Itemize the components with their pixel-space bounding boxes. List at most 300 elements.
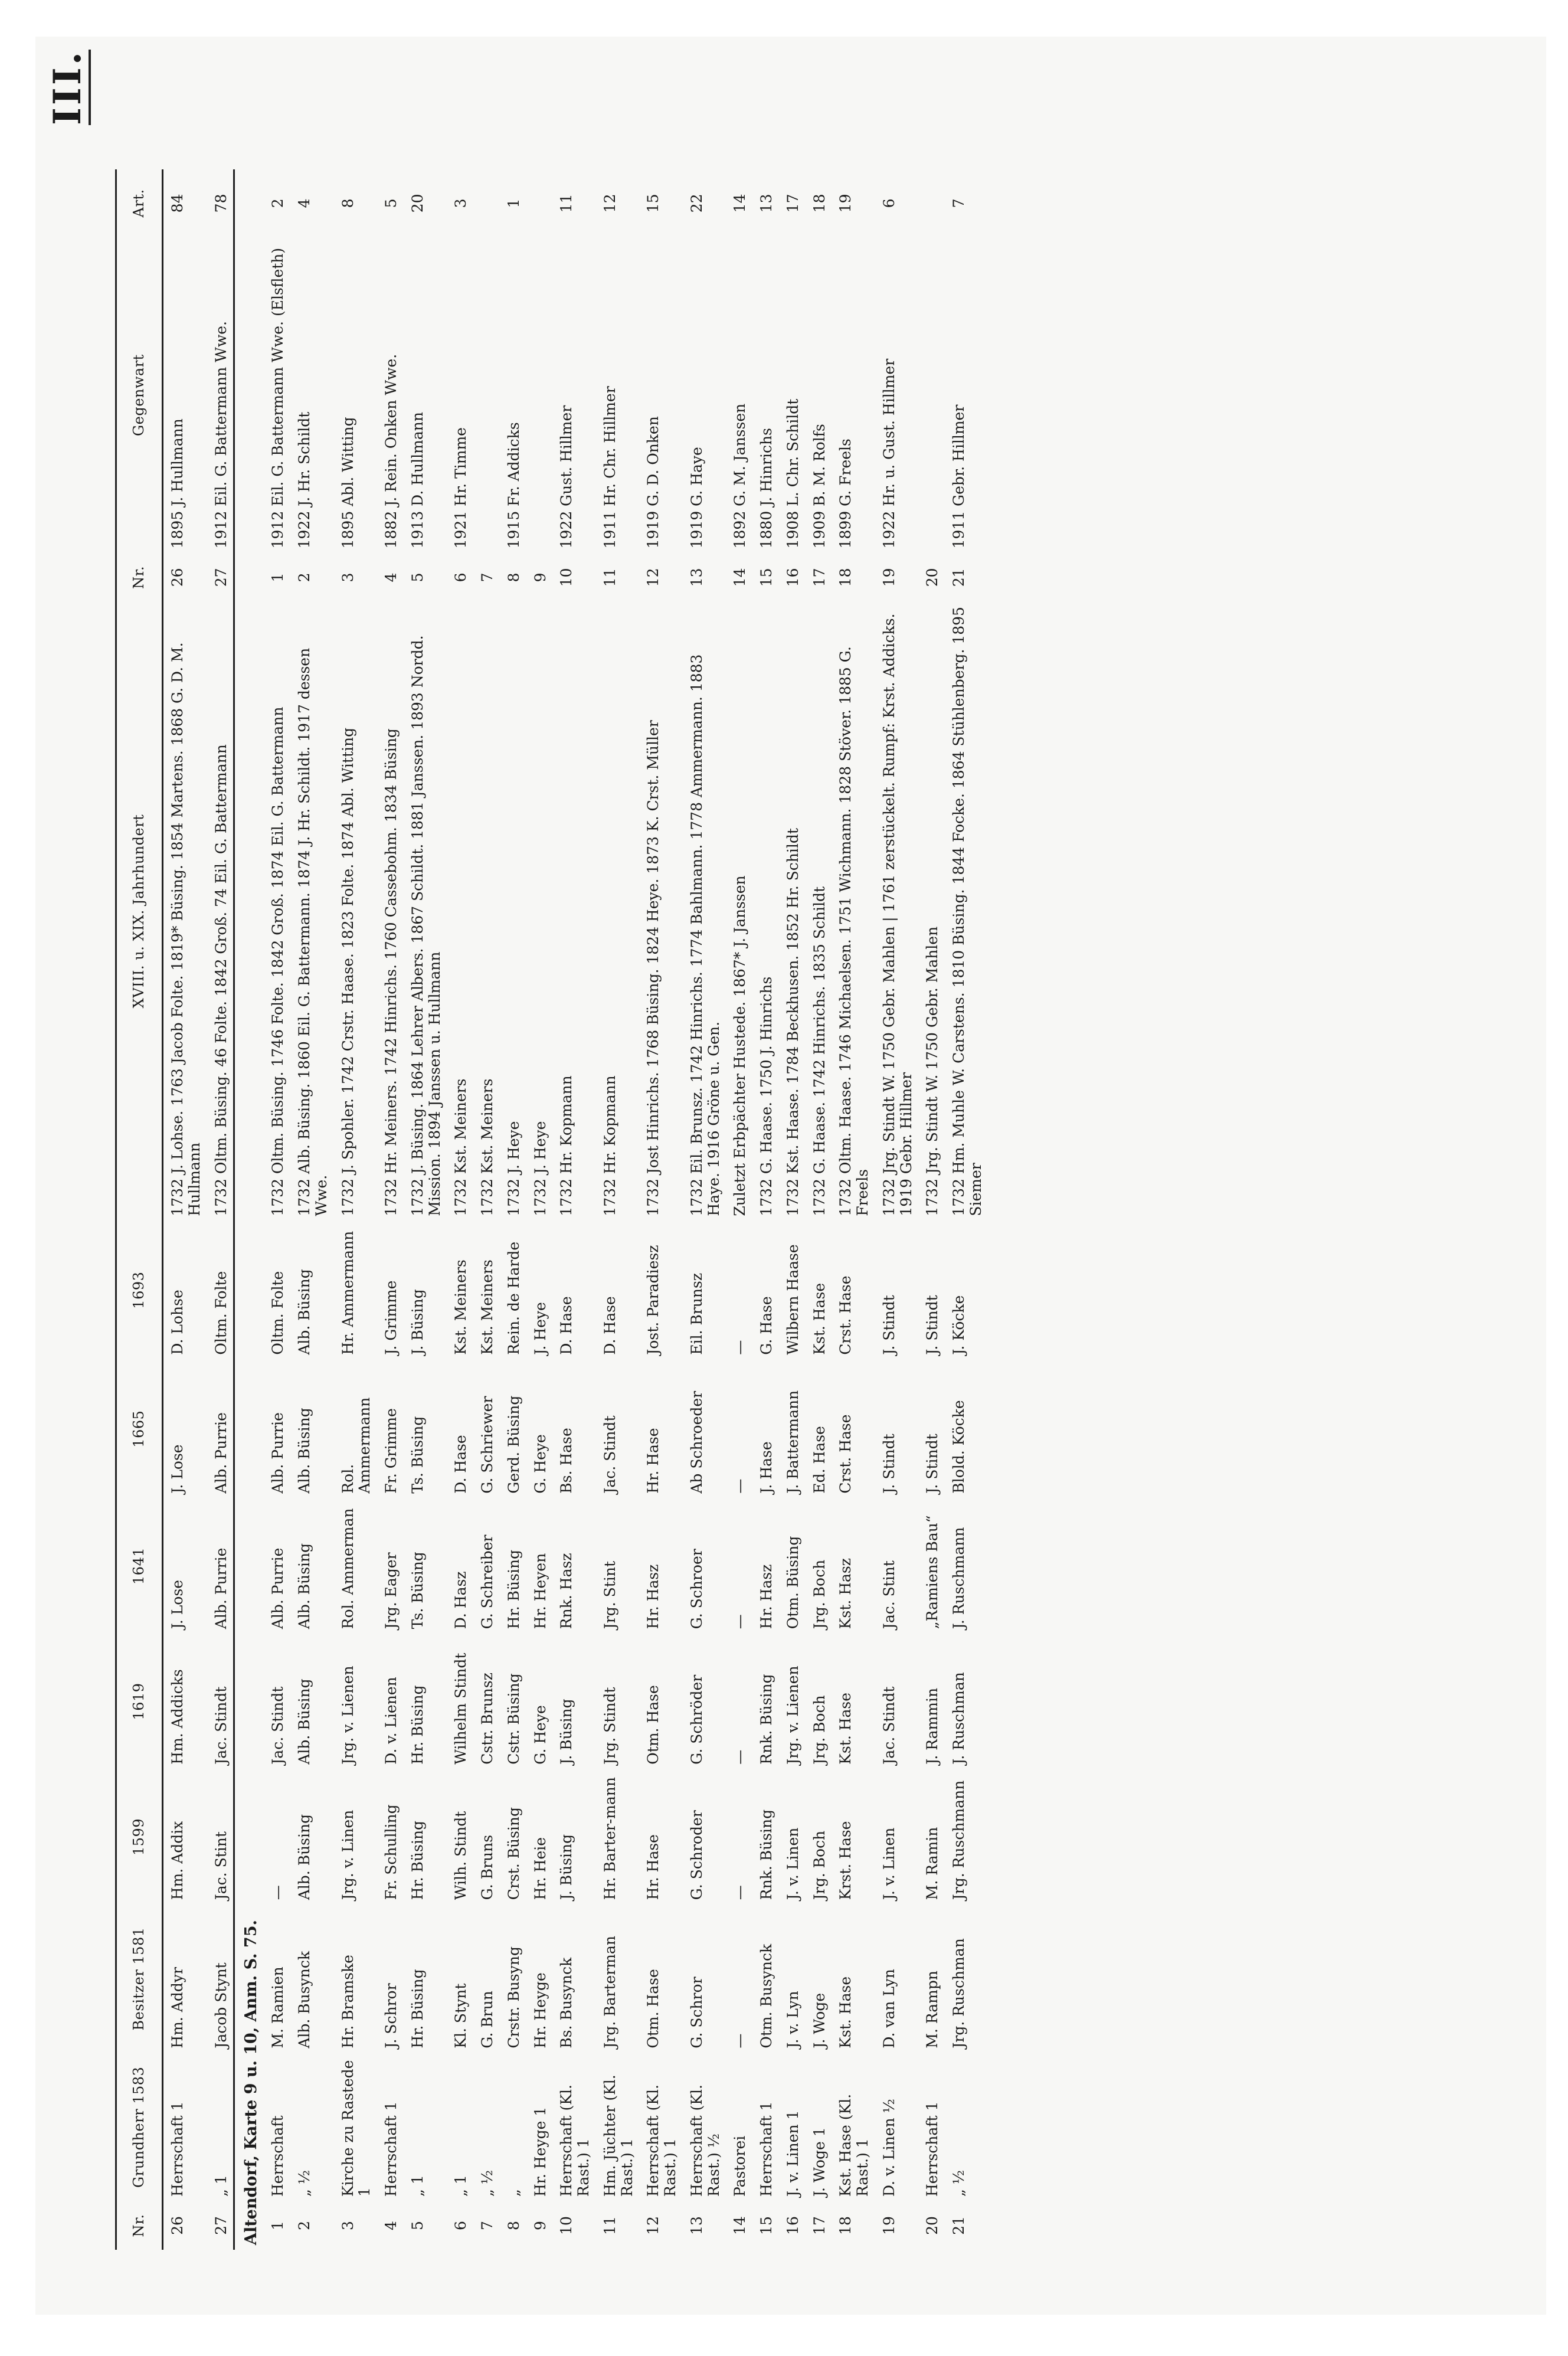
table-row (447, 169, 473, 2250)
col-header-art: Art. (116, 169, 163, 237)
cell-1619: Jac. Stindt (880, 1686, 898, 1765)
cell-nr-2: 3 (339, 572, 356, 583)
cell-besitzer-1581: J. Schror (382, 1983, 400, 2049)
cell-nr: 16 (784, 2216, 801, 2235)
cell-besitzer-1581: D. van Lyn (880, 1969, 898, 2049)
cell-1693: J. Köcke (950, 1295, 968, 1355)
cell-art: 6 (880, 198, 898, 208)
cell-jahrhundert: 1732 Oltm. Büsing. 1746 Folte. 1842 Groß. 1874 Eil. G. Battermann (269, 706, 287, 1216)
cell-besitzer-1581: Alb. Busynck (296, 1951, 313, 2049)
cell-grundherr: J. v. Linen 1 (784, 2110, 801, 2197)
cell-grundherr: „ 1 (452, 2175, 470, 2197)
cell-nr: 12 (644, 2216, 662, 2235)
table-row (752, 169, 779, 2250)
cell-1693: Kst. Hase (810, 1282, 828, 1355)
cell-nr-2: 4 (382, 572, 400, 583)
cell-grundherr: J. Woge 1 (810, 2127, 828, 2197)
cell-nr-2: 21 (950, 568, 968, 587)
cell-1619: Rnk. Büsing (758, 1674, 775, 1765)
cell-1693: Kst. Meiners (452, 1259, 470, 1355)
cell-1619: Otm. Hase (644, 1685, 662, 1765)
cell-nr-2: 17 (810, 568, 828, 587)
cell-1619: Alb. Büsing (296, 1678, 313, 1765)
cell-1665: Ab Schroeder (688, 1390, 705, 1494)
section-note: Altendorf, Karte 9 u. 10, Anm. S. 75. (242, 1920, 261, 2245)
cell-1641: „Ramiens Bau“ (924, 1515, 941, 1629)
cell-1665: Jac. Stindt (601, 1415, 618, 1494)
cell-1665: J. Lose (169, 1444, 186, 1494)
cell-gegenwart: 1908 L. Chr. Schildt (784, 398, 801, 549)
cell-grundherr: „ 1 (207, 2053, 234, 2201)
table-row (473, 169, 500, 2250)
cell-art: 2 (269, 198, 287, 208)
cell-1619: J. Büsing (558, 1699, 575, 1765)
cell-1693: J. Heye (531, 1302, 549, 1355)
cell-art (473, 169, 500, 237)
cell-jahrhundert: 1732 Kst. Haase. 1784 Beckhusen. 1852 Hr. Schildt (784, 828, 801, 1216)
cell-nr: 8 (505, 2221, 522, 2230)
cell-nr-2: 27 (207, 553, 234, 601)
cell-besitzer-1581: — (731, 2033, 749, 2049)
table-row (552, 169, 596, 2250)
cell-1619: Hm. Addicks (169, 1669, 186, 1765)
cell-jahrhundert: 1732 Kst. Meiners (479, 1078, 496, 1216)
col-header-nr-2: Nr. (116, 553, 163, 601)
cell-art: 19 (837, 194, 855, 213)
cell-1619: D. v. Lienen (382, 1677, 400, 1765)
cell-nr: 18 (837, 2216, 855, 2235)
cell-1641: Hr. Hasz (644, 1564, 662, 1629)
cell-besitzer-1581: J. v. Lyn (784, 1991, 801, 2049)
cell-1599: — (269, 1885, 287, 1900)
cell-1693: Crst. Hase (837, 1275, 855, 1355)
cell-1619: J. Rammin (924, 1687, 941, 1765)
cell-grundherr: Pastorei (731, 2135, 749, 2197)
cell-1665: Ts. Büsing (408, 1416, 426, 1494)
cell-nr-2: 16 (784, 568, 801, 587)
cell-1619: Jac. Stindt (269, 1686, 287, 1765)
cell-nr: 26 (169, 2216, 186, 2235)
col-header-jahrhundert: XVIII. u. XIX. Jahrhundert (116, 601, 163, 1220)
cell-1599: Hm. Addix (169, 1821, 186, 1900)
cell-1665: Rol. Ammermann (339, 1397, 374, 1494)
cell-grundherr: Hm. Jüchter (Kl. Rast.) 1 (601, 2074, 636, 2197)
cell-grundherr: Herrschaft (Kl. Rast.) 1 (558, 2085, 592, 2197)
cell-nr: 15 (758, 2216, 775, 2235)
cell-art: 14 (731, 194, 749, 213)
cell-jahrhundert: 1732 Oltm. Büsing. 46 Folte. 1842 Groß. 74 Eil. G. Battermann (207, 601, 234, 1220)
cell-1599: Hr. Büsing (408, 1820, 426, 1900)
cell-jahrhundert: 1732 J. Heye (505, 1121, 522, 1216)
cell-jahrhundert: 1732 Eil. Brunsz. 1742 Hinrichs. 1774 Bahlmann. 1778 Ammermann. 1883 Haye. 1916 Gröne u. Gen. (688, 654, 722, 1216)
cell-jahrhundert: 1732 J. Heye (531, 1121, 549, 1216)
cell-1619: G. Heye (531, 1705, 549, 1765)
cell-besitzer-1581: J. Woge (810, 1992, 828, 2049)
cell-1665: Ed. Hase (810, 1426, 828, 1494)
cell-nr-2: 6 (452, 572, 470, 583)
cell-1665: J. Battermann (784, 1390, 801, 1494)
cell-1641: G. Schreiber (479, 1534, 496, 1629)
cell-besitzer-1581: Hr. Bramske (339, 1955, 356, 2049)
col-header-1693: 1693 (116, 1221, 163, 1360)
cell-1599: Hr. Heie (531, 1837, 549, 1900)
cell-grundherr: „ ½ (479, 2170, 496, 2197)
cell-1665: J. Stindt (924, 1434, 941, 1494)
cell-grundherr: Herrschaft 1 (169, 2101, 186, 2197)
cell-1641: J. Lose (169, 1579, 186, 1629)
cell-1599: — (731, 1885, 749, 1900)
cell-art: 18 (810, 194, 828, 213)
cell-1619: — (731, 1749, 749, 1765)
table-row (639, 169, 683, 2250)
cell-jahrhundert: 1732 Hr. Meiners. 1742 Hinrichs. 1760 Cassebohm. 1834 Büsing (382, 728, 400, 1216)
cell-1665: Alb. Büsing (296, 1408, 313, 1494)
cell-1641: Jac. Stint (880, 1560, 898, 1629)
cell-1641: Rnk. Hasz (558, 1553, 575, 1629)
cell-grundherr: Herrschaft (Kl. Rast.) 1 (644, 2085, 679, 2197)
cell-1599: Wilh. Stindt (452, 1811, 470, 1900)
cell-nr: 13 (688, 2216, 705, 2235)
table-row (290, 169, 334, 2250)
cell-gegenwart: 1919 G. Haye (688, 447, 705, 549)
cell-nr: 1 (269, 2221, 287, 2230)
cell-grundherr: Kst. Hase (Kl. Rast.) 1 (837, 2093, 872, 2197)
cell-1693: D. Hase (558, 1296, 575, 1355)
cell-nr: 19 (880, 2216, 898, 2235)
table-row (264, 169, 290, 2250)
cell-besitzer-1581: Hm. Addyr (169, 1967, 186, 2049)
cell-art: 5 (382, 198, 400, 208)
cell-1693: Alb. Büsing (296, 1269, 313, 1355)
cell-besitzer-1581: Jacob Stynt (207, 1905, 234, 2053)
cell-art: 17 (784, 194, 801, 213)
cell-jahrhundert: 1732 G. Haase. 1750 J. Hinrichs (758, 976, 775, 1216)
cell-gegenwart: 1899 G. Freels (837, 439, 855, 549)
cell-gegenwart: 1922 J. Hr. Schildt (296, 411, 313, 549)
cell-nr: 4 (382, 2221, 400, 2230)
col-header-besitzer-1581: Besitzer 1581 (116, 1905, 163, 2053)
cell-nr: 17 (810, 2216, 828, 2235)
cell-besitzer-1581: Otm. Busynck (758, 1943, 775, 2049)
cell-jahrhundert: 1732 J. Büsing. 1864 Lehrer Albers. 1867 Schildt. 1881 Janssen. 1893 Nordd. Mission. 1894 Janssen u. Hullmann (408, 635, 443, 1216)
cell-1619: Jrg. v. Lienen (784, 1665, 801, 1765)
cell-nr-2: 13 (688, 568, 705, 587)
cell-art: 13 (758, 194, 775, 213)
cell-1665: J. Hase (758, 1441, 775, 1494)
cell-1693: J. Stindt (924, 1295, 941, 1355)
cell-art: 15 (644, 194, 662, 213)
cell-1619: Kst. Hase (837, 1692, 855, 1765)
cell-1599: Hr. Barter-mann (601, 1777, 618, 1900)
cell-1693: Oltm. Folte (207, 1221, 234, 1360)
cell-besitzer-1581: Bs. Busynck (558, 1957, 575, 2049)
cell-1641: Ts. Büsing (408, 1552, 426, 1629)
cell-besitzer-1581: Kl. Stynt (452, 1983, 470, 2049)
header-row (116, 169, 163, 2250)
cell-art: 8 (339, 198, 356, 208)
ledger-table (115, 169, 988, 2250)
cell-1665: — (731, 1478, 749, 1494)
cell-gegenwart: 1911 Hr. Chr. Hillmer (601, 386, 618, 549)
cell-art: 12 (601, 194, 618, 213)
cell-gegenwart (473, 237, 500, 554)
table-row (875, 169, 919, 2250)
table-row (918, 169, 945, 2250)
cell-nr: 9 (531, 2221, 549, 2230)
cell-1641: Alb. Purrie (207, 1498, 234, 1634)
cell-1693: G. Hase (758, 1296, 775, 1355)
cell-besitzer-1581: Hr. Büsing (408, 1969, 426, 2049)
cell-1693: D. Hase (601, 1296, 618, 1355)
cell-gegenwart (918, 237, 945, 554)
cell-grundherr: Kirche zu Rastede 1 (339, 2060, 374, 2197)
table-row (683, 169, 726, 2250)
cell-1693: Rein. de Harde (505, 1241, 522, 1355)
table-row (596, 169, 640, 2250)
cell-grundherr: Hr. Heyge 1 (531, 2106, 549, 2197)
cell-1665: D. Hase (452, 1435, 470, 1494)
table-row (726, 169, 752, 2250)
cell-1665: Alb. Purrie (269, 1412, 287, 1494)
col-header-1619: 1619 (116, 1634, 163, 1769)
cell-grundherr: Herrschaft 1 (758, 2101, 775, 2197)
cell-1641: D. Hasz (452, 1571, 470, 1629)
cell-1665: Gerd. Büsing (505, 1395, 522, 1494)
cell-besitzer-1581: Crstr. Busyng (505, 1946, 522, 2049)
page-number: III. (47, 50, 91, 125)
cell-1619: Cstr. Büsing (505, 1673, 522, 1765)
cell-art: 84 (169, 194, 186, 213)
cell-art (526, 169, 553, 237)
cell-1665: Hr. Hase (644, 1428, 662, 1494)
cell-1693: J. Grimme (382, 1280, 400, 1355)
main-rows (264, 169, 988, 2250)
cell-1641: Hr. Heyen (531, 1553, 549, 1629)
cell-1693: J. Büsing (408, 1289, 426, 1355)
cell-jahrhundert: 1732 Jrg. Stindt W. 1750 Gebr. Mahlen (924, 926, 941, 1216)
cell-1641: Jrg. Eager (382, 1552, 400, 1629)
cell-nr-2: 20 (924, 568, 941, 587)
cell-1641: Jrg. Stint (601, 1561, 618, 1629)
cell-besitzer-1581: Jrg. Ruschman (950, 1938, 968, 2049)
cell-nr-2: 10 (558, 568, 575, 587)
cell-jahrhundert: 1732 G. Haase. 1742 Hinrichs. 1835 Schildt (810, 886, 828, 1216)
cell-1641: Hr. Büsing (505, 1549, 522, 1629)
cell-1599: Hr. Hase (644, 1834, 662, 1900)
cell-jahrhundert: 1732 Kst. Meiners (452, 1078, 470, 1216)
cell-1599: Krst. Hase (837, 1821, 855, 1900)
table-row (500, 169, 526, 2250)
section-note-row (234, 169, 264, 2250)
cell-gegenwart: 1921 Hr. Timme (452, 427, 470, 549)
cell-nr: 20 (924, 2216, 941, 2235)
cell-besitzer-1581: Hr. Heyge (531, 1972, 549, 2049)
col-header-grundherr: Grundherr 1583 (116, 2053, 163, 2201)
cell-nr-2: 7 (479, 572, 496, 583)
cell-nr-2: 12 (644, 568, 662, 587)
cell-besitzer-1581: Kst. Hase (837, 1976, 855, 2049)
cell-1619: G. Schröder (688, 1674, 705, 1765)
col-header-1641: 1641 (116, 1498, 163, 1634)
cell-1665: Blold. Köcke (950, 1400, 968, 1494)
cell-jahrhundert: 1732 J. Spohler. 1742 Crstr. Haase. 1823 Folte. 1874 Abl. Witting (339, 727, 356, 1216)
cell-grundherr: „ (505, 2189, 522, 2197)
table-row (806, 169, 832, 2250)
cell-nr: 21 (950, 2216, 968, 2235)
col-header-1599: 1599 (116, 1769, 163, 1905)
cell-nr: 7 (479, 2221, 496, 2230)
table-row (526, 169, 553, 2250)
cell-1599: Jac. Stint (207, 1769, 234, 1905)
cell-besitzer-1581: M. Ramien (269, 1966, 287, 2049)
table-row (404, 169, 447, 2250)
cell-gegenwart: 1880 J. Hinrichs (758, 428, 775, 549)
cell-1693: D. Lohse (169, 1290, 186, 1355)
cell-1619: Wilhelm Stindt (452, 1653, 470, 1765)
table-row (779, 169, 806, 2250)
cell-nr-2: 14 (731, 568, 749, 587)
cell-grundherr: Herrschaft 1 (382, 2101, 400, 2197)
cell-1599: J. Büsing (558, 1834, 575, 1900)
col-header-gegenwart: Gegenwart (116, 237, 163, 554)
cell-nr: 27 (207, 2201, 234, 2250)
cell-1665: Bs. Hase (558, 1428, 575, 1494)
cell-jahrhundert: 1732 Jost Hinrichs. 1768 Büsing. 1824 Heye. 1873 K. Crst. Müller (644, 720, 662, 1216)
cell-jahrhundert: Zuletzt Erbpächter Hustede. 1867* J. Janssen (731, 875, 749, 1216)
cell-1599: Fr. Schulling (382, 1804, 400, 1900)
cell-art (918, 169, 945, 237)
cell-1693: Hr. Ammermann (339, 1231, 356, 1355)
cell-1641: J. Ruschmann (950, 1527, 968, 1629)
ledger-table-wrap (115, 169, 1431, 2250)
cell-nr-2: 15 (758, 568, 775, 587)
cell-besitzer-1581: Jrg. Barterman (601, 1936, 618, 2049)
cell-gegenwart: 1922 Gust. Hillmer (558, 405, 575, 549)
cell-art: 7 (950, 198, 968, 208)
table-row (377, 169, 404, 2250)
cell-besitzer-1581: G. Schror (688, 1977, 705, 2049)
cell-1619: Jrg. Boch (810, 1695, 828, 1765)
cell-1619: Jrg. Stindt (601, 1687, 618, 1765)
cell-nr-2: 11 (601, 568, 618, 587)
cell-gegenwart (526, 237, 553, 554)
cell-1693: J. Stindt (880, 1295, 898, 1355)
cell-1693: Wilbern Haase (784, 1244, 801, 1355)
cell-art: 3 (452, 198, 470, 208)
cell-1641: Kst. Hasz (837, 1558, 855, 1629)
cell-gegenwart: 1895 J. Hullmann (169, 418, 186, 549)
cell-jahrhundert: 1732 Hm. Muhle W. Carstens. 1810 Büsing. 1844 Focke. 1864 Stühlenberg. 1895 Siemer (950, 607, 984, 1216)
cell-gegenwart: 1912 Eil. G. Battermann Wwe. (207, 237, 234, 554)
cell-1641: G. Schroer (688, 1549, 705, 1629)
cell-grundherr: D. v. Linen ½ (880, 2099, 898, 2197)
cell-art: 1 (505, 198, 522, 208)
cell-1599: M. Ramin (924, 1827, 941, 1900)
cell-1641: Alb. Purrie (269, 1547, 287, 1629)
cell-nr: 5 (408, 2221, 426, 2230)
cell-grundherr: Herrschaft (269, 2115, 287, 2197)
cell-gegenwart: 1892 G. M. Janssen (731, 403, 749, 549)
cell-1693: — (731, 1340, 749, 1355)
cell-1619: Hr. Büsing (408, 1685, 426, 1765)
cell-1599: J. v. Linen (784, 1827, 801, 1900)
cell-nr-2: 19 (880, 568, 898, 587)
cell-nr-2: 1 (269, 572, 287, 583)
cell-1665: J. Stindt (880, 1434, 898, 1494)
table-row (945, 169, 988, 2250)
cell-nr-2: 26 (169, 568, 186, 587)
cell-nr: 11 (601, 2216, 618, 2235)
cell-1599: Alb. Büsing (296, 1814, 313, 1900)
cell-nr: 3 (339, 2221, 356, 2230)
cell-besitzer-1581: M. Rampn (924, 1971, 941, 2049)
cell-1641: Alb. Büsing (296, 1543, 313, 1629)
cell-1693: Kst. Meiners (479, 1259, 496, 1355)
cell-grundherr: Herrschaft (Kl. Rast.) ½ (688, 2085, 722, 2197)
cell-1641: Otm. Büsing (784, 1536, 801, 1629)
col-header-1665: 1665 (116, 1360, 163, 1498)
cell-nr-2: 5 (408, 572, 426, 583)
cell-grundherr: „ ½ (950, 2170, 968, 2197)
cell-nr: 6 (452, 2221, 470, 2230)
cell-nr: 10 (558, 2216, 575, 2235)
cell-1693: Oltm. Folte (269, 1271, 287, 1355)
cell-nr-2: 2 (296, 572, 313, 583)
cell-grundherr: „ ½ (296, 2170, 313, 2197)
cell-1619: Jrg. v. Lienen (339, 1665, 356, 1765)
cell-1599: Jrg. Ruschmann (950, 1780, 968, 1900)
cell-1599: Crst. Büsing (505, 1807, 522, 1900)
cell-art: 78 (207, 169, 234, 237)
cell-gegenwart: 1915 Fr. Addicks (505, 422, 522, 549)
cell-jahrhundert: 1732 Oltm. Haase. 1746 Michaelsen. 1751 Wichmann. 1828 Stöver. 1885 G. Freels (837, 646, 872, 1216)
cell-1665: Alb. Purrie (207, 1360, 234, 1498)
cell-gegenwart: 1911 Gebr. Hillmer (950, 404, 968, 549)
cell-jahrhundert: 1732 J. Lohse. 1763 Jacob Folte. 1819* Büsing. 1854 Martens. 1868 G. D. M. Hullmann (169, 642, 203, 1216)
cell-1599: J. v. Linen (880, 1827, 898, 1900)
cell-art: 20 (408, 194, 426, 213)
section-note-body (234, 169, 264, 2250)
cell-besitzer-1581: Otm. Hase (644, 1969, 662, 2049)
cell-1693: Eil. Brunsz (688, 1272, 705, 1355)
cell-1693: Jost. Paradiesz (644, 1245, 662, 1355)
cell-jahrhundert: 1732 Hr. Kopmann (601, 1075, 618, 1216)
cell-gegenwart: 1913 D. Hullmann (408, 412, 426, 549)
cell-1641: — (731, 1614, 749, 1629)
cell-nr: 2 (296, 2221, 313, 2230)
cell-1619: Jac. Stindt (207, 1634, 234, 1769)
cell-1665: G. Heye (531, 1434, 549, 1494)
table-row (832, 169, 875, 2250)
cell-gegenwart: 1919 G. D. Onken (644, 416, 662, 549)
cell-1641: Jrg. Boch (810, 1559, 828, 1629)
cell-1665: Crst. Hase (837, 1414, 855, 1494)
table-row (207, 169, 234, 2250)
cell-besitzer-1581: G. Brun (479, 1991, 496, 2049)
cell-1599: Jrg. v. Linen (339, 1809, 356, 1900)
cell-art: 11 (558, 194, 575, 213)
table-row (163, 169, 207, 2250)
cell-1619: J. Ruschman (950, 1672, 968, 1765)
cell-nr-2: 8 (505, 572, 522, 583)
cell-nr-2: 18 (837, 568, 855, 587)
cell-nr: 14 (731, 2216, 749, 2235)
cell-gegenwart: 1895 Abl. Witting (339, 417, 356, 549)
cell-jahrhundert: 1732 Alb. Büsing. 1860 Eil. G. Battermann. 1874 J. Hr. Schildt. 1917 dessen Wwe. (296, 647, 330, 1216)
cell-1665: Fr. Grimme (382, 1408, 400, 1494)
cell-grundherr: Herrschaft 1 (924, 2101, 941, 2197)
cell-nr-2: 9 (531, 572, 549, 583)
